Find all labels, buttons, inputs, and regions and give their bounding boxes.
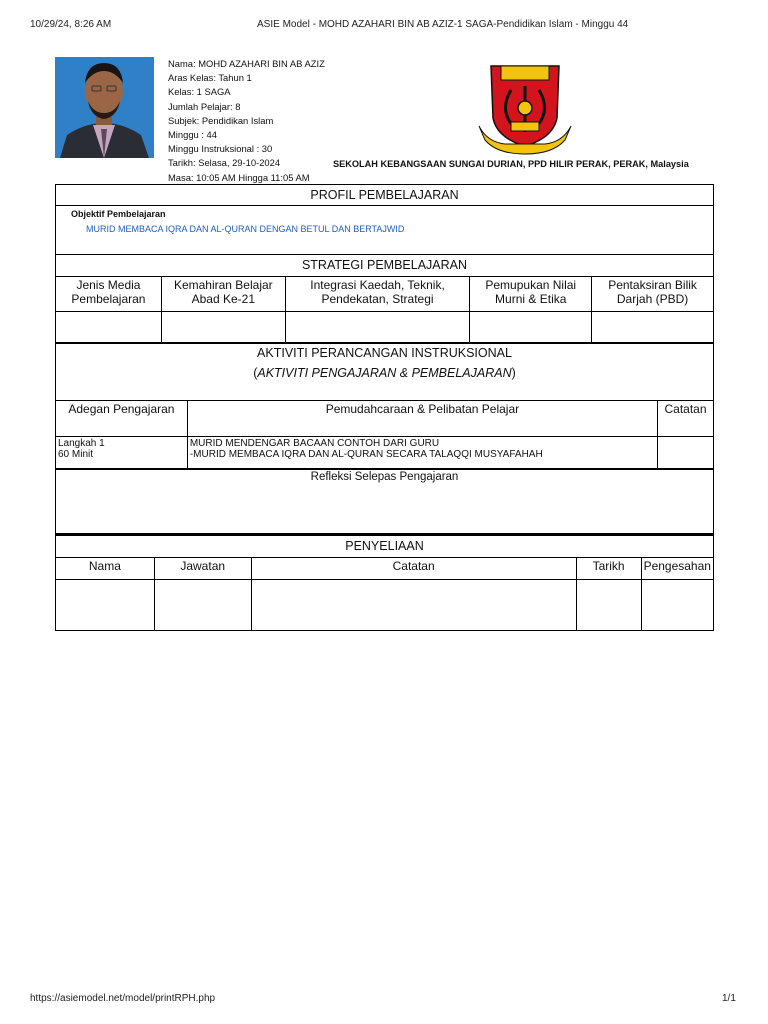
profil-title: PROFIL PEMBELAJARAN [310, 188, 459, 202]
strategi-col-integrasi: Integrasi Kaedah, Teknik, Pendekatan, Strategi [285, 277, 470, 312]
penyeliaan-col-catatan: Catatan [251, 558, 576, 580]
aktiviti-cell-catatan [658, 437, 714, 470]
penyeliaan-cell-nama [56, 580, 155, 631]
strategi-cell-integrasi [285, 312, 470, 344]
objektif-text: MURID MEMBACA IQRA DAN AL-QURAN DENGAN BETUL DAN BERTAJWID [86, 224, 405, 234]
strategi-col-media: Jenis Media Pembelajaran [56, 277, 162, 312]
objektif-box [55, 205, 714, 255]
objektif-label: Objektif Pembelajaran [71, 209, 166, 219]
info-minggu: Minggu : 44 [168, 129, 217, 141]
strategi-header [55, 254, 714, 277]
school-logo [477, 60, 573, 156]
strategi-table [55, 276, 714, 344]
info-aras-kelas: Aras Kelas: Tahun 1 [168, 72, 252, 84]
strategi-col-kemahiran: Kemahiran Belajar Abad Ke-21 [161, 277, 285, 312]
print-page-count: 1/1 [722, 993, 736, 1004]
langkah-label: Langkah 1 [58, 438, 105, 449]
strategi-cell-media [56, 312, 162, 344]
aktiviti-line-1: MURID MENDENGAR BACAAN CONTOH DARI GURU [189, 438, 440, 449]
info-nama: Nama: MOHD AZAHARI BIN AB AZIZ [168, 58, 325, 69]
strategi-cell-nilai [470, 312, 592, 344]
print-datetime: 10/29/24, 8:26 AM [30, 19, 112, 30]
aktiviti-cell-adegan [56, 437, 188, 470]
refleksi-label: Refleksi Selepas Pengajaran [310, 471, 459, 483]
print-url: https://asiemodel.net/model/printRPH.php [30, 993, 216, 1004]
penyeliaan-col-jawatan: Jawatan [154, 558, 251, 580]
refleksi-box [55, 468, 714, 535]
info-minggu-instruksional: Minggu Instruksional : 30 [168, 143, 273, 155]
penyeliaan-cell-tarikh [576, 580, 641, 631]
info-tarikh: Tarikh: Selasa, 29-10-2024 [168, 157, 281, 169]
aktiviti-line-2: -MURID MEMBACA IQRA DAN AL-QURAN SECARA TALAQQI MUSYAFAHAH [189, 449, 543, 460]
penyeliaan-col-nama: Nama [56, 558, 155, 580]
penyeliaan-cell-jawatan [154, 580, 251, 631]
penyeliaan-header [55, 535, 714, 558]
penyeliaan-col-tarikh: Tarikh [576, 558, 641, 580]
teacher-info [168, 57, 325, 185]
strategi-cell-kemahiran [161, 312, 285, 344]
aktiviti-col-pemudahcaraan: Pemudahcaraan & Pelibatan Pelajar [187, 401, 657, 437]
strategi-col-pbd: Pentaksiran Bilik Darjah (PBD) [592, 277, 714, 312]
strategi-col-nilai: Pemupukan Nilai Murni & Etika [470, 277, 592, 312]
info-subjek: Subjek: Pendidikan Islam [168, 114, 274, 126]
teacher-photo [55, 57, 154, 158]
strategi-cell-pbd [592, 312, 714, 344]
info-jumlah-pelajar: Jumlah Pelajar: 8 [168, 100, 241, 112]
aktiviti-header [55, 342, 714, 401]
penyeliaan-title: PENYELIAAN [345, 539, 424, 553]
school-name: SEKOLAH KEBANGSAAN SUNGAI DURIAN, PPD HILIR PERAK, PERAK, Malaysia [333, 159, 689, 169]
aktiviti-subtitle: AKTIVITI PENGAJARAN & PEMBELAJARAN [257, 366, 512, 380]
aktiviti-cell-pemudahcaraan [187, 437, 657, 470]
minit-label: 60 Minit [58, 449, 94, 460]
aktiviti-col-adegan: Adegan Pengajaran [56, 401, 188, 437]
aktiviti-title: AKTIVITI PERANCANGAN INSTRUKSIONAL [257, 346, 512, 360]
strategi-title: STRATEGI PEMBELAJARAN [301, 258, 468, 272]
aktiviti-table [55, 400, 714, 470]
profil-header [55, 184, 714, 206]
aktiviti-col-catatan: Catatan [658, 401, 714, 437]
penyeliaan-col-pengesahan: Pengesahan [641, 558, 713, 580]
info-kelas: Kelas: 1 SAGA [168, 86, 231, 98]
print-page-title: ASIE Model - MOHD AZAHARI BIN AB AZIZ-1 SAGA-Pendidikan Islam - Minggu 44 [257, 19, 629, 30]
penyeliaan-table [55, 557, 714, 631]
penyeliaan-cell-pengesahan [641, 580, 713, 631]
penyeliaan-cell-catatan [251, 580, 576, 631]
aktiviti-subtitle-wrap: (AKTIVITI PENGAJARAN & PEMBELAJARAN) [253, 366, 516, 380]
info-masa: Masa: 10:05 AM Hingga 11:05 AM [168, 171, 310, 183]
